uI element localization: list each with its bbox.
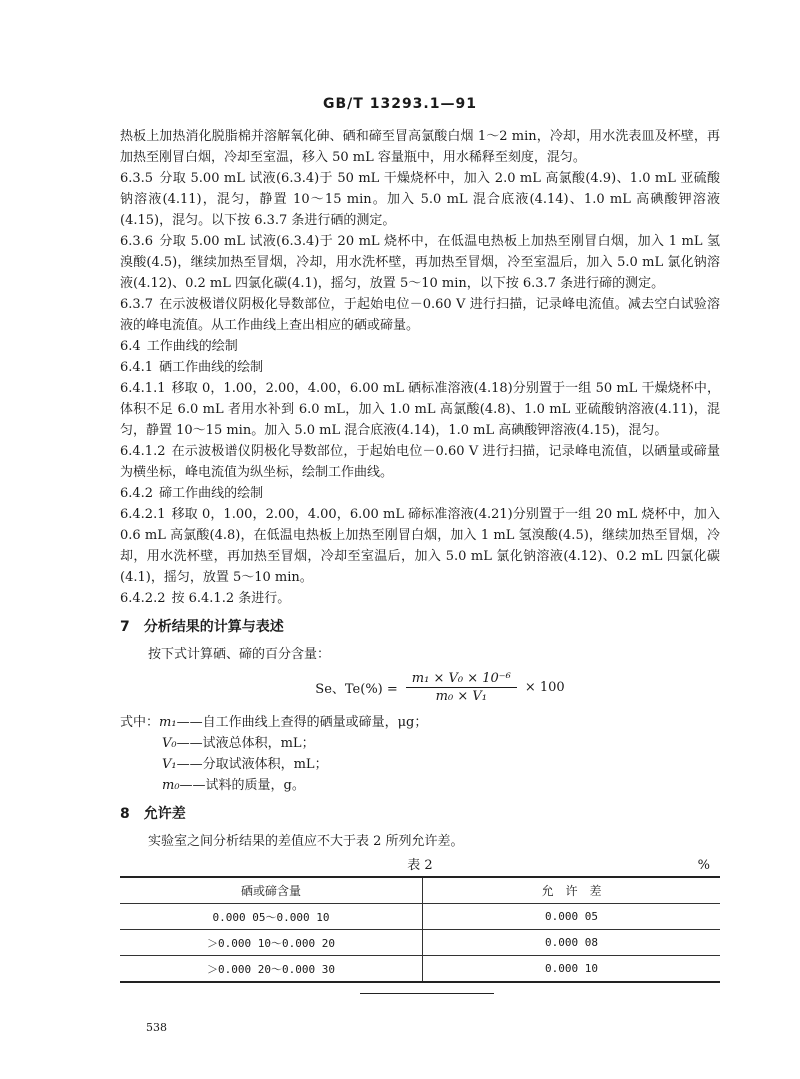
clause-6-4-2-heading: 6.4.2 碲工作曲线的绘制 [120,486,264,501]
document-body [120,126,720,983]
table-cell: 0.000 05～0.000 10 [120,904,423,930]
formula-denominator: m₀ × V₁ [435,689,487,704]
table-header-row [120,877,720,904]
clause-6-4-1-1: 6.4.1.1 移取 0，1.00，2.00，4.00，6.00 mL 硒标准溶液(4.18)分别置于一组 50 mL 干燥烧杯中，体积不足 6.0 mL 者用水补到 6.0 mL，加入 1.0 mL 高氯酸(4.8)、1.0 mL 亚硫酸钠溶液(4.11)，混匀，静置 10～15 min。加入 5.0 mL 混合底液(4.14)，1.0 mL 高碘酸钾溶液(4.15)，混匀。 [120,381,720,438]
formula-definition: m₀——试料的质量，g。 [162,778,305,793]
column-header: 硒或碲含量 [120,877,423,904]
formula-lhs: Se、Te(%) = [315,682,398,697]
table-cell: ＞0.000 20～0.000 30 [120,956,423,983]
formula-definition: 式中：m₁——自工作曲线上查得的硒量或碲量，μg； [120,715,428,730]
table-row [120,904,720,930]
section-7-title: 7 分析结果的计算与表述 [120,619,284,635]
formula-numerator: m₁ × V₀ × 10⁻⁶ [406,671,517,688]
table-unit: % [697,858,710,873]
table-row [120,956,720,983]
formula-fraction [406,671,517,704]
section-8-intro: 实验室之间分析结果的差值应不大于表 2 所列允许差。 [148,834,464,849]
table-title: 表 2 [407,858,433,873]
section-8-title: 8 允许差 [120,806,186,822]
table-cell: 0.000 10 [423,956,721,983]
clause-6-3-6: 6.3.6 分取 5.00 mL 试液(6.3.4)于 20 mL 烧杯中，在低温电热板上加热至刚冒白烟，加入 1 mL 氢溴酸(4.5)，继续加热至冒烟，冷却，用水洗杯壁，再加热至冒烟，冷至室温后，加入 5.0 mL 氯化钠溶液(4.12)、0.2 mL 四氯化碳(4.1)，摇匀，放置 5～10 min，以下按 6.3.7 条进行碲的测定。 [120,234,720,291]
paragraph: 热板上加热消化脱脂棉并溶解氧化砷、硒和碲至冒高氯酸白烟 1～2 min，冷却，用水洗表皿及杯壁，再加热至刚冒白烟，冷却至室温，移入 50 mL 容量瓶中，用水稀释至刻度，混匀。 [120,129,720,165]
page-number: 538 [146,1021,167,1034]
clause-6-3-7: 6.3.7 在示波极谱仪阴极化导数部位，于起始电位－0.60 V 进行扫描，记录峰电流值。减去空白试验溶液的峰电流值。从工作曲线上查出相应的硒或碲量。 [120,297,720,333]
table-row [120,930,720,956]
table-cell: ＞0.000 10～0.000 20 [120,930,423,956]
formula-intro: 按下式计算硒、碲的百分含量： [148,647,331,662]
table-cell: 0.000 08 [423,930,721,956]
table-cell: 0.000 05 [423,904,721,930]
clause-6-4-2-1: 6.4.2.1 移取 0，1.00，2.00，4.00，6.00 mL 碲标准溶液(4.21)分别置于一组 20 mL 烧杯中，加入 0.6 mL 高氯酸(4.8)，在低温电热板上加热至刚冒白烟，加入 1 mL 氢溴酸(4.5)，继续加热至冒烟，冷却，用水洗杯壁，再加热至冒烟，冷却至室温后，加入 5.0 mL 氯化钠溶液(4.12)、0.2 mL 四氯化碳(4.1)，摇匀，放置 5～10 min。 [120,507,720,585]
clause-6-3-5: 6.3.5 分取 5.00 mL 试液(6.3.4)于 50 mL 干燥烧杯中，加入 2.0 mL 高氯酸(4.9)、1.0 mL 亚硫酸钠溶液(4.11)，混匀，静置 10～15 min。加入 5.0 mL 混合底液(4.14)、1.0 mL 高碘酸钾溶液(4.15)，混匀。以下按 6.3.7 条进行硒的测定。 [120,171,720,228]
clause-6-4-2-2: 6.4.2.2 按 6.4.1.2 条进行。 [120,591,291,606]
calculation-formula [160,671,720,704]
formula-definition: V₁——分取试液体积，mL； [162,757,328,772]
clause-6-4-heading: 6.4 工作曲线的绘制 [120,339,238,354]
clause-6-4-1-heading: 6.4.1 硒工作曲线的绘制 [120,360,264,375]
tolerance-table [120,876,720,983]
column-header: 允 许 差 [423,877,721,904]
table-caption [120,856,720,876]
clause-6-4-1-2: 6.4.1.2 在示波极谱仪阴极化导数部位，于起始电位－0.60 V 进行扫描，记录峰电流值，以硒量或碲量为横坐标，峰电流值为纵坐标，绘制工作曲线。 [120,444,720,480]
formula-definition: V₀——试液总体积，mL； [162,736,315,751]
standard-header: GB/T 13293.1—91 [323,96,477,112]
formula-tail: × 100 [524,680,565,695]
end-divider [360,993,494,994]
